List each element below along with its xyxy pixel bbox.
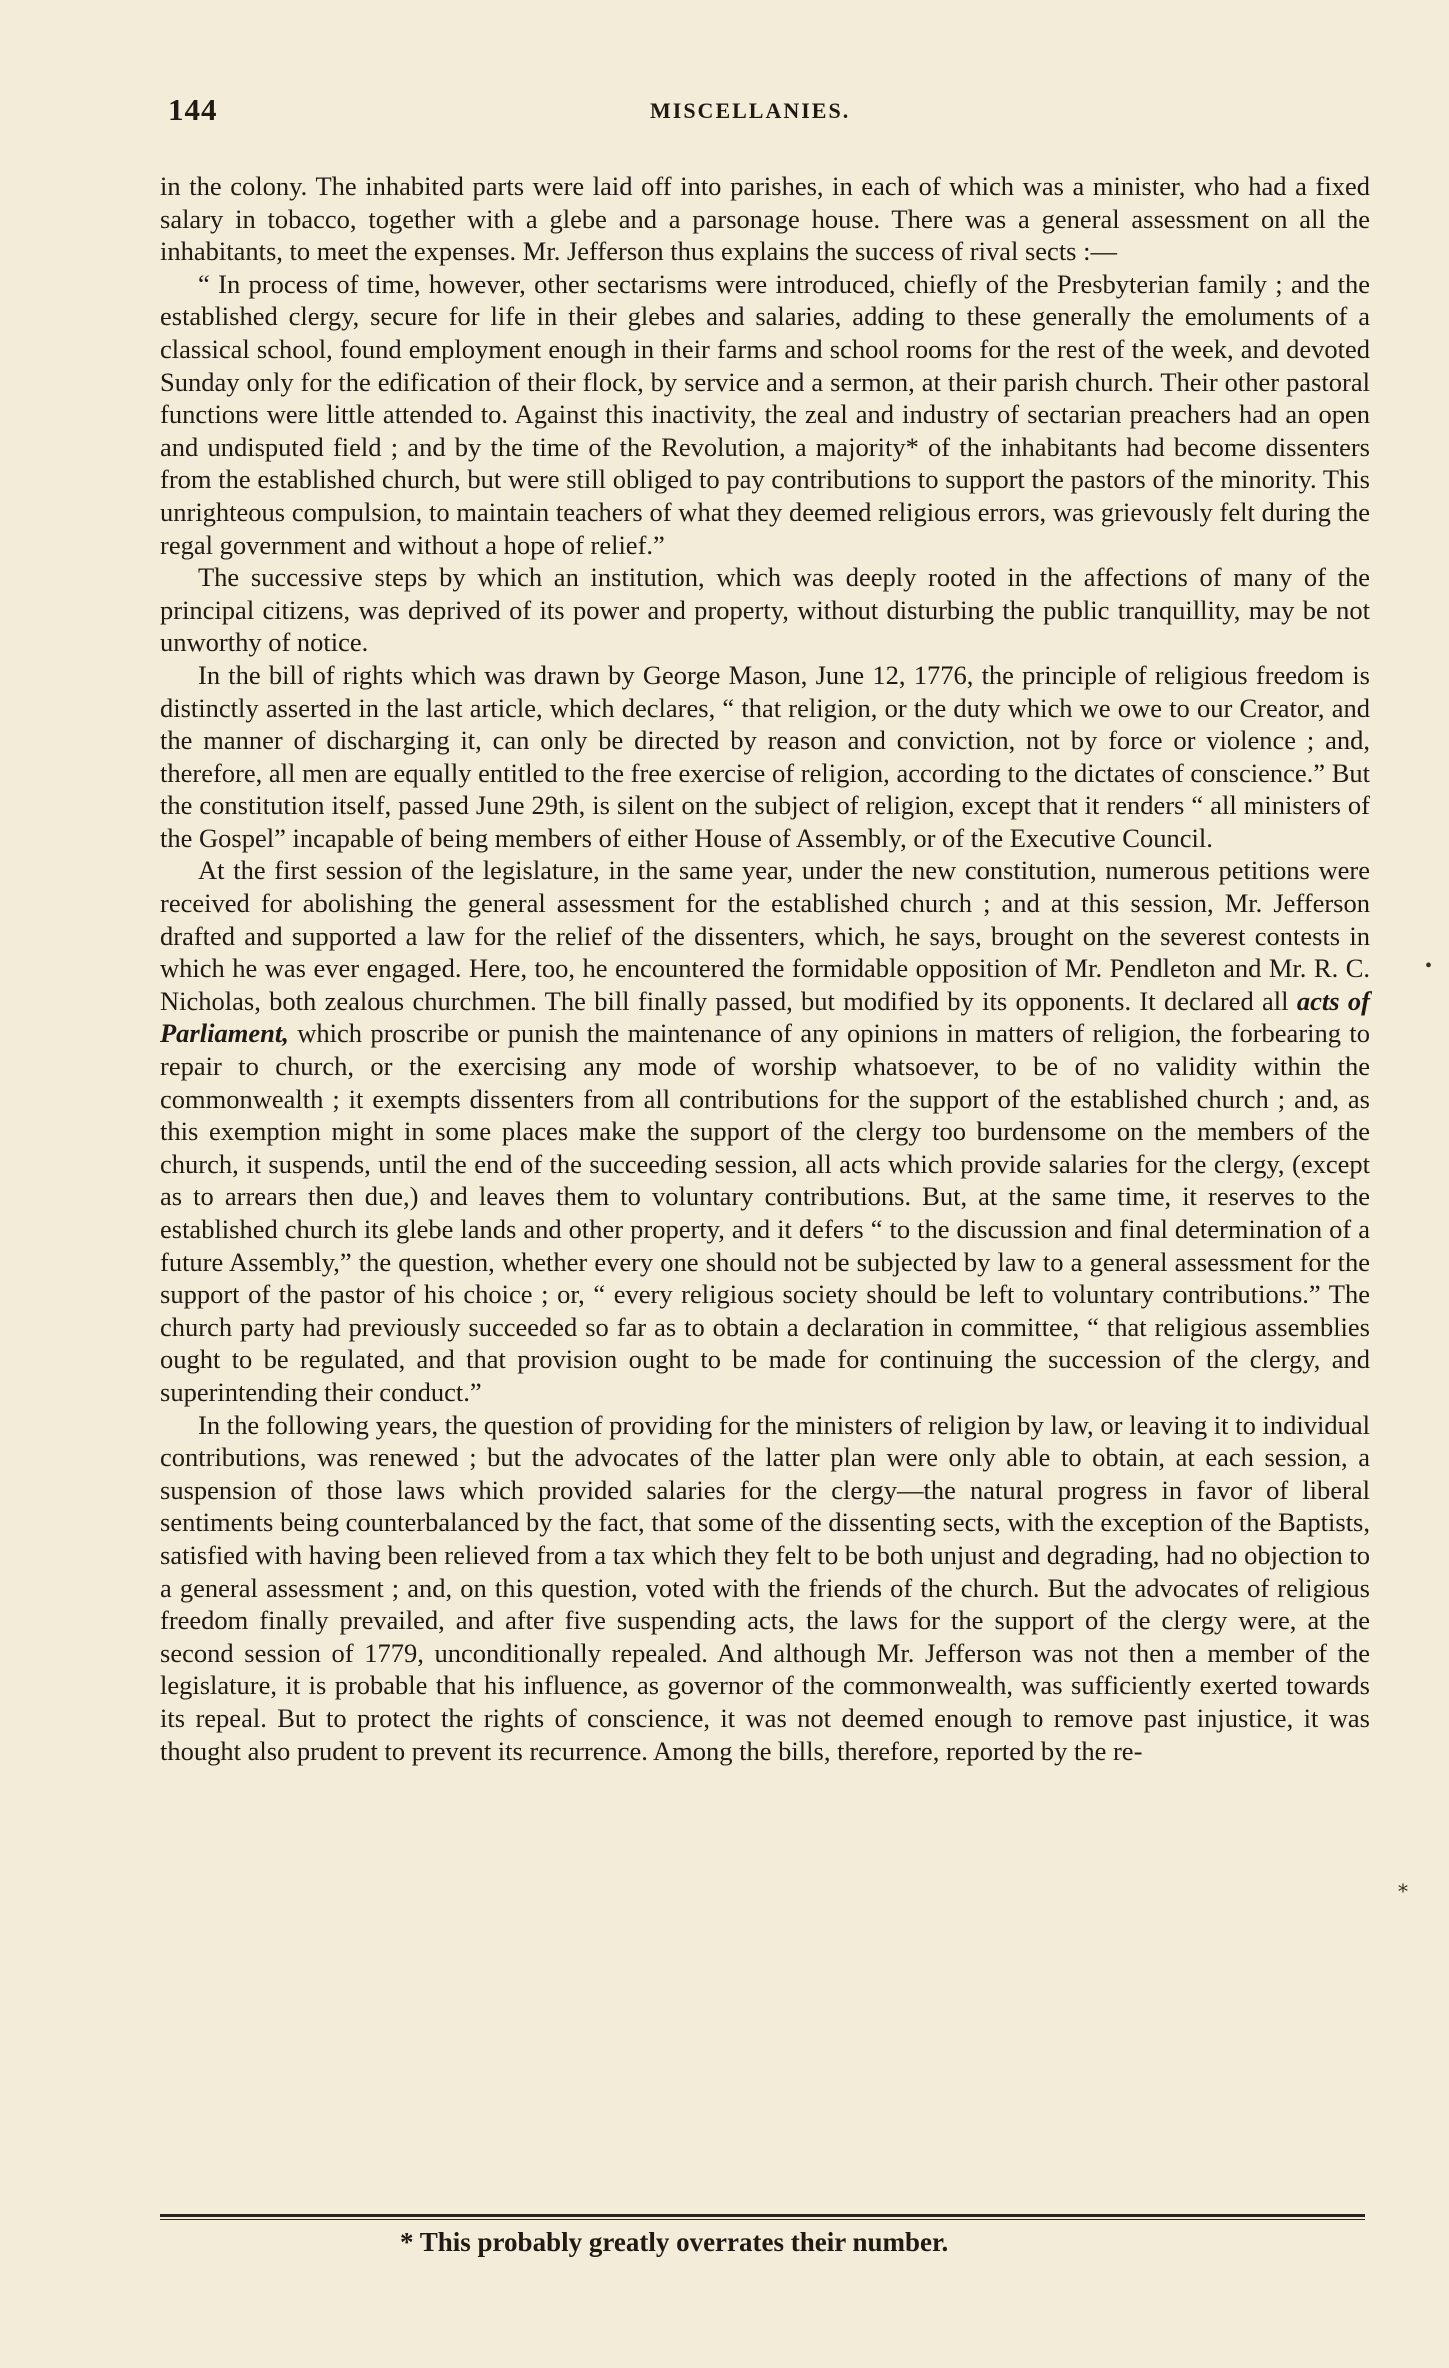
paragraph: “ In process of time, however, other sectarisms were introduced, chiefly of the Presbyterian family ; and the established clergy, secure for life in their glebes and salaries, adding to these generally the emoluments of a classical school, found employment enough in their farms and school rooms for the rest of the week, and devoted Sunday only for the edification of their flock, by service and a sermon, at their parish church. Their other pastoral functions were little attended to. Against this inactivity, the zeal and industry of sectarian preachers had an open and undisputed field ; and by the time of the Revolution, a majority* of the inhabitants had become dissenters from the established church, but were still obliged to pay contributions to support the pastors of the minority. This unrighteous compulsion, to maintain teachers of what they deemed religious errors, was grievously felt during the regal government and without a hope of relief.”: [160, 268, 1370, 560]
page-number: 144: [168, 92, 218, 127]
paragraph: In the bill of rights which was drawn by George Mason, June 12, 1776, the principle of religious freedom is distinctly asserted in the last article, which declares, “ that religion, or the duty which we owe to our Creator, and the manner of discharging it, can only be directed by reason and conviction, not by force or violence ; and, therefore, all men are equally entitled to the free exercise of religion, according to the dictates of conscience.” But the constitution itself, passed June 29th, is silent on the subject of religion, except that it renders “ all ministers of the Gospel” incapable of being members of either House of Assembly, or of the Executive Council.: [160, 659, 1370, 853]
paragraph-text: which proscribe or punish the maintenance of any opinions in matters of religion, the forbearing to repair to church, or the exercising any mode of worship whatsoever, to be of no validity within the commonwealth ; it exempts dissenters from all contributions for the support of the established church ; and, as this exemption might in some places make the support of the clergy too burdensome on the members of the church, it suspends, until the end of the succeeding session, all acts which provide salaries for the clergy, (except as to arrears then due,) and leaves them to voluntary contributions. But, at the same time, it reserves to the established church its glebe lands and other property, and it defers “ to the discussion and final determination of a future Assembly,” the question, whether every one should not be subjected by law to a general assessment for the support of the pastor of his choice ; or, “ every religious society should be left to voluntary contributions.” The church party had previously succeeded so far as to obtain a declaration in committee, “ that religious assemblies ought to be regulated, and that provision ought to be made for continuing the succession of the clergy, and superintending their conduct.”: [160, 1018, 1370, 1407]
paragraph: In the following years, the question of providing for the ministers of religion by law, or leaving it to individual contributions, was renewed ; but the advocates of the latter plan were only able to obtain, at each session, a suspension of those laws which provided salaries for the clergy—the natural progress in favor of liberal sentiments being counterbalanced by the fact, that some of the dissenting sects, with the exception of the Baptists, satisfied with having been relieved from a tax which they felt to be both unjust and degrading, had no objection to a general assessment ; and, on this question, voted with the friends of the church. But the advocates of religious freedom finally prevailed, and after five suspending acts, the laws for the support of the clergy were, at the second session of 1779, unconditionally repealed. And although Mr. Jefferson was not then a member of the legislature, it is probable that his influence, as governor of the commonwealth, was sufficiently exerted towards its repeal. But to protect the rights of conscience, it was not deemed enough to remove past injustice, it was thought also prudent to prevent its recurrence. Among the bills, therefore, reported by the re-: [160, 1409, 1370, 1766]
paragraph-text: At the first session of the legislature, in the same year, under the new constitution, numerous petitions were received for abolishing the general assessment for the established church ; and at this session, Mr. Jefferson drafted and supported a law for the relief of the dissenters, which, he says, brought on the severest contests in which he was ever engaged. Here, too, he encountered the formidable opposition of Mr. Pendleton and Mr. R. C. Nicholas, both zealous churchmen. The bill finally passed, but modified by its opponents. It declared all: [160, 855, 1370, 1016]
running-title: MISCELLANIES.: [650, 98, 851, 123]
margin-dot: •: [1425, 955, 1433, 977]
paragraph: The successive steps by which an institution, which was deeply rooted in the affections of many of the principal citizens, was deprived of its power and property, without disturbing the public tranquillity, may be not unworthy of notice.: [160, 562, 1370, 658]
paragraph: in the colony. The inhabited parts were laid off into parishes, in each of which was a minister, who had a fixed salary in tobacco, together with a glebe and a parsonage house. There was a general assessment on all the inhabitants, to meet the expenses. Mr. Jefferson thus explains the success of rival sects :—: [160, 171, 1370, 267]
paragraph: [160, 854, 1370, 1408]
footnote-rule: [160, 2214, 1365, 2217]
body-text: [160, 170, 1370, 1767]
page-header: [160, 92, 1360, 132]
footnote-rule-thin: [160, 2219, 1365, 2220]
footnote: * This probably greatly overrates their number.: [400, 2227, 949, 2257]
margin-mark: ⁎: [1398, 1875, 1408, 1897]
italic-emphasis: acts of Parliament,: [160, 985, 1370, 1049]
